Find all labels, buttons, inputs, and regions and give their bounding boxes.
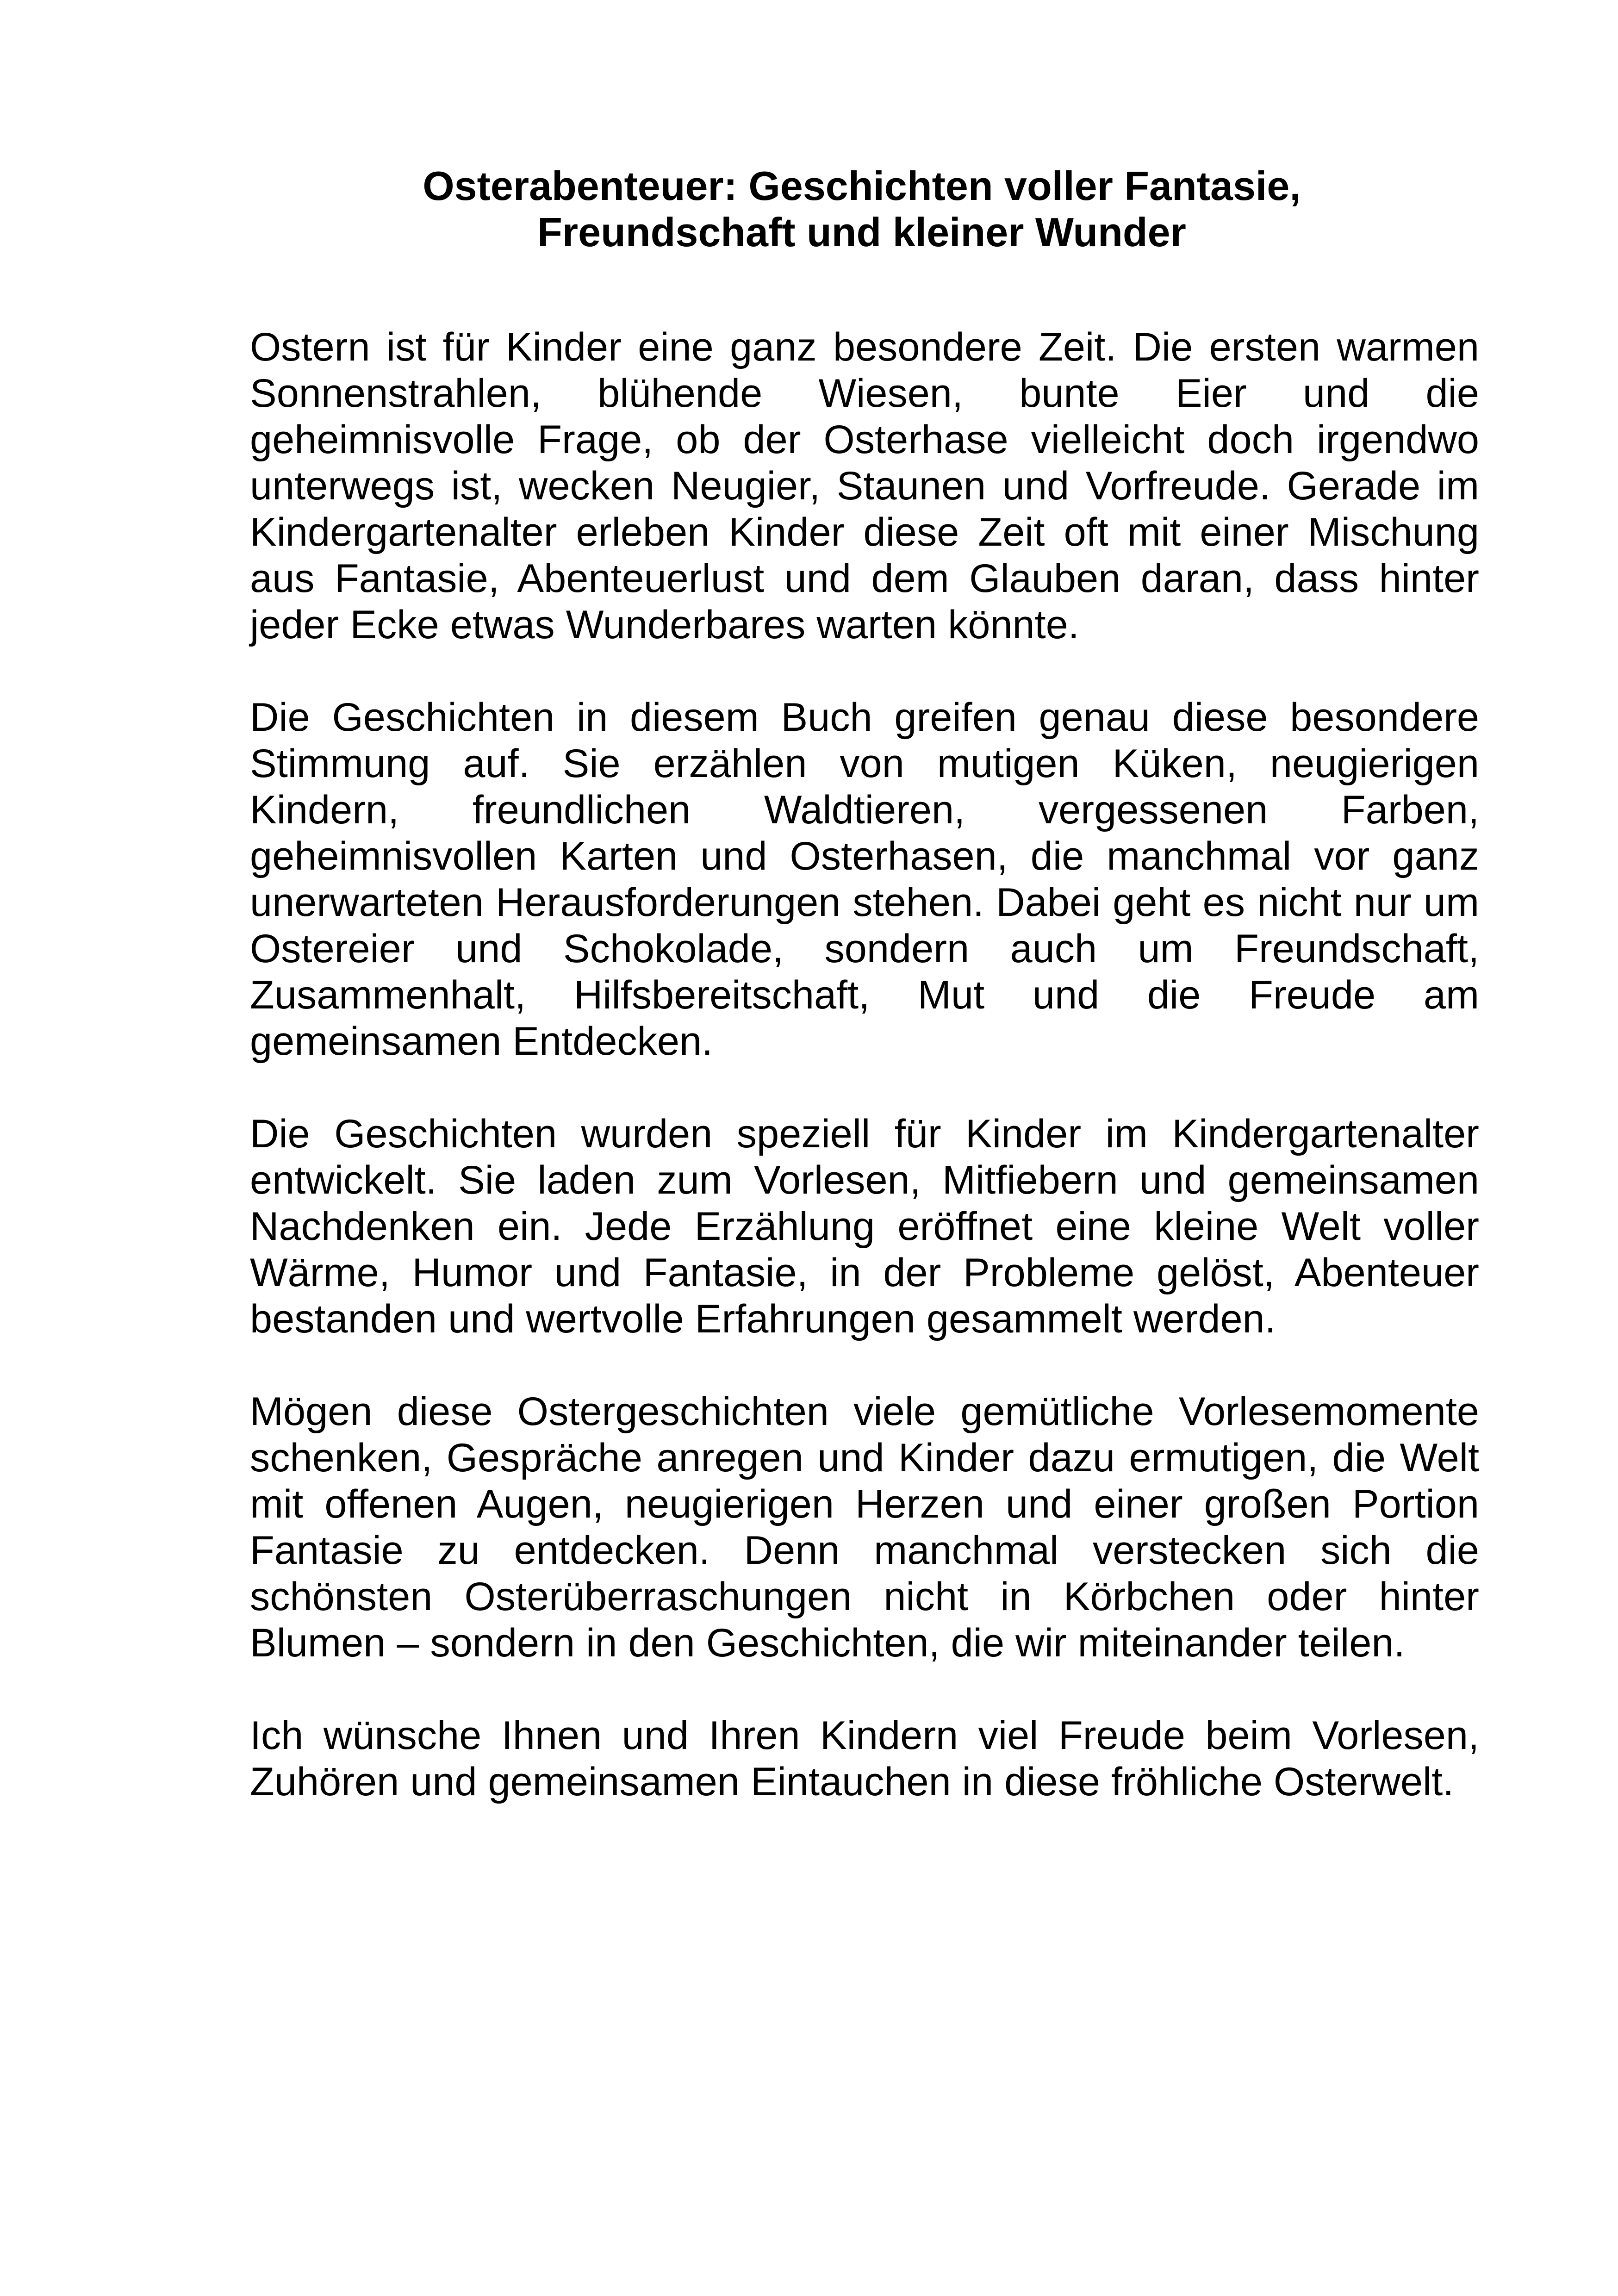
paragraph-2: Die Geschichten in diesem Buch greifen genau diese besondere Stimmung auf. Sie erzählen von mutigen Küken, neugierigen Kindern, freundlichen Waldtieren, vergessenen Farben, geheimnisvollen Karten und Osterhasen, die manchmal vor ganz unerwarteten Herausforderungen stehen. Dabei geht es nicht nur um Ostereier und Schokolade, sondern auch um Freundschaft, Zusammenhalt, Hilfsbereitschaft, Mut und die Freude am gemeinsamen Entdecken. — [250, 695, 1479, 1064]
body-text — [250, 324, 1479, 1851]
paragraph-5: Ich wünsche Ihnen und Ihren Kindern viel Freude beim Vorlesen, Zuhören und gemeinsamen Eintauchen in diese fröhliche Osterwelt. — [250, 1713, 1479, 1804]
title-line-2: Freundschaft und kleiner Wunder — [537, 209, 1186, 255]
page-title — [241, 163, 1483, 255]
paragraph-4: Mögen diese Ostergeschichten viele gemütliche Vorlesemomente schenken, Gespräche anregen und Kinder dazu ermutigen, die Welt mit offenen Augen, neugierigen Herzen und einer großen Portion Fantasie zu entdecken. Denn manchmal verstecken sich die schönsten Osterüberraschungen nicht in Körbchen oder hinter Blumen – sondern in den Geschichten, die wir miteinander teilen. — [250, 1389, 1479, 1665]
title-line-1: Osterabenteuer: Geschichten voller Fantasie, — [423, 163, 1301, 209]
paragraph-1: Ostern ist für Kinder eine ganz besondere Zeit. Die ersten warmen Sonnenstrahlen, blühende Wiesen, bunte Eier und die geheimnisvolle Frage, ob der Osterhase vielleicht doch irgendwo unterwegs ist, wecken Neugier, Staunen und Vorfreude. Gerade im Kindergartenalter erleben Kinder diese Zeit oft mit einer Mischung aus Fantasie, Abenteuerlust und dem Glauben daran, dass hinter jeder Ecke etwas Wunderbares warten könnte. — [250, 325, 1479, 647]
paragraph-3: Die Geschichten wurden speziell für Kinder im Kindergartenalter entwickelt. Sie laden zum Vorlesen, Mitfiebern und gemeinsamen Nachdenken ein. Jede Erzählung eröffnet eine kleine Welt voller Wärme, Humor und Fantasie, in der Probleme gelöst, Abenteuer bestanden und wertvolle Erfahrungen gesammelt werden. — [250, 1112, 1479, 1341]
